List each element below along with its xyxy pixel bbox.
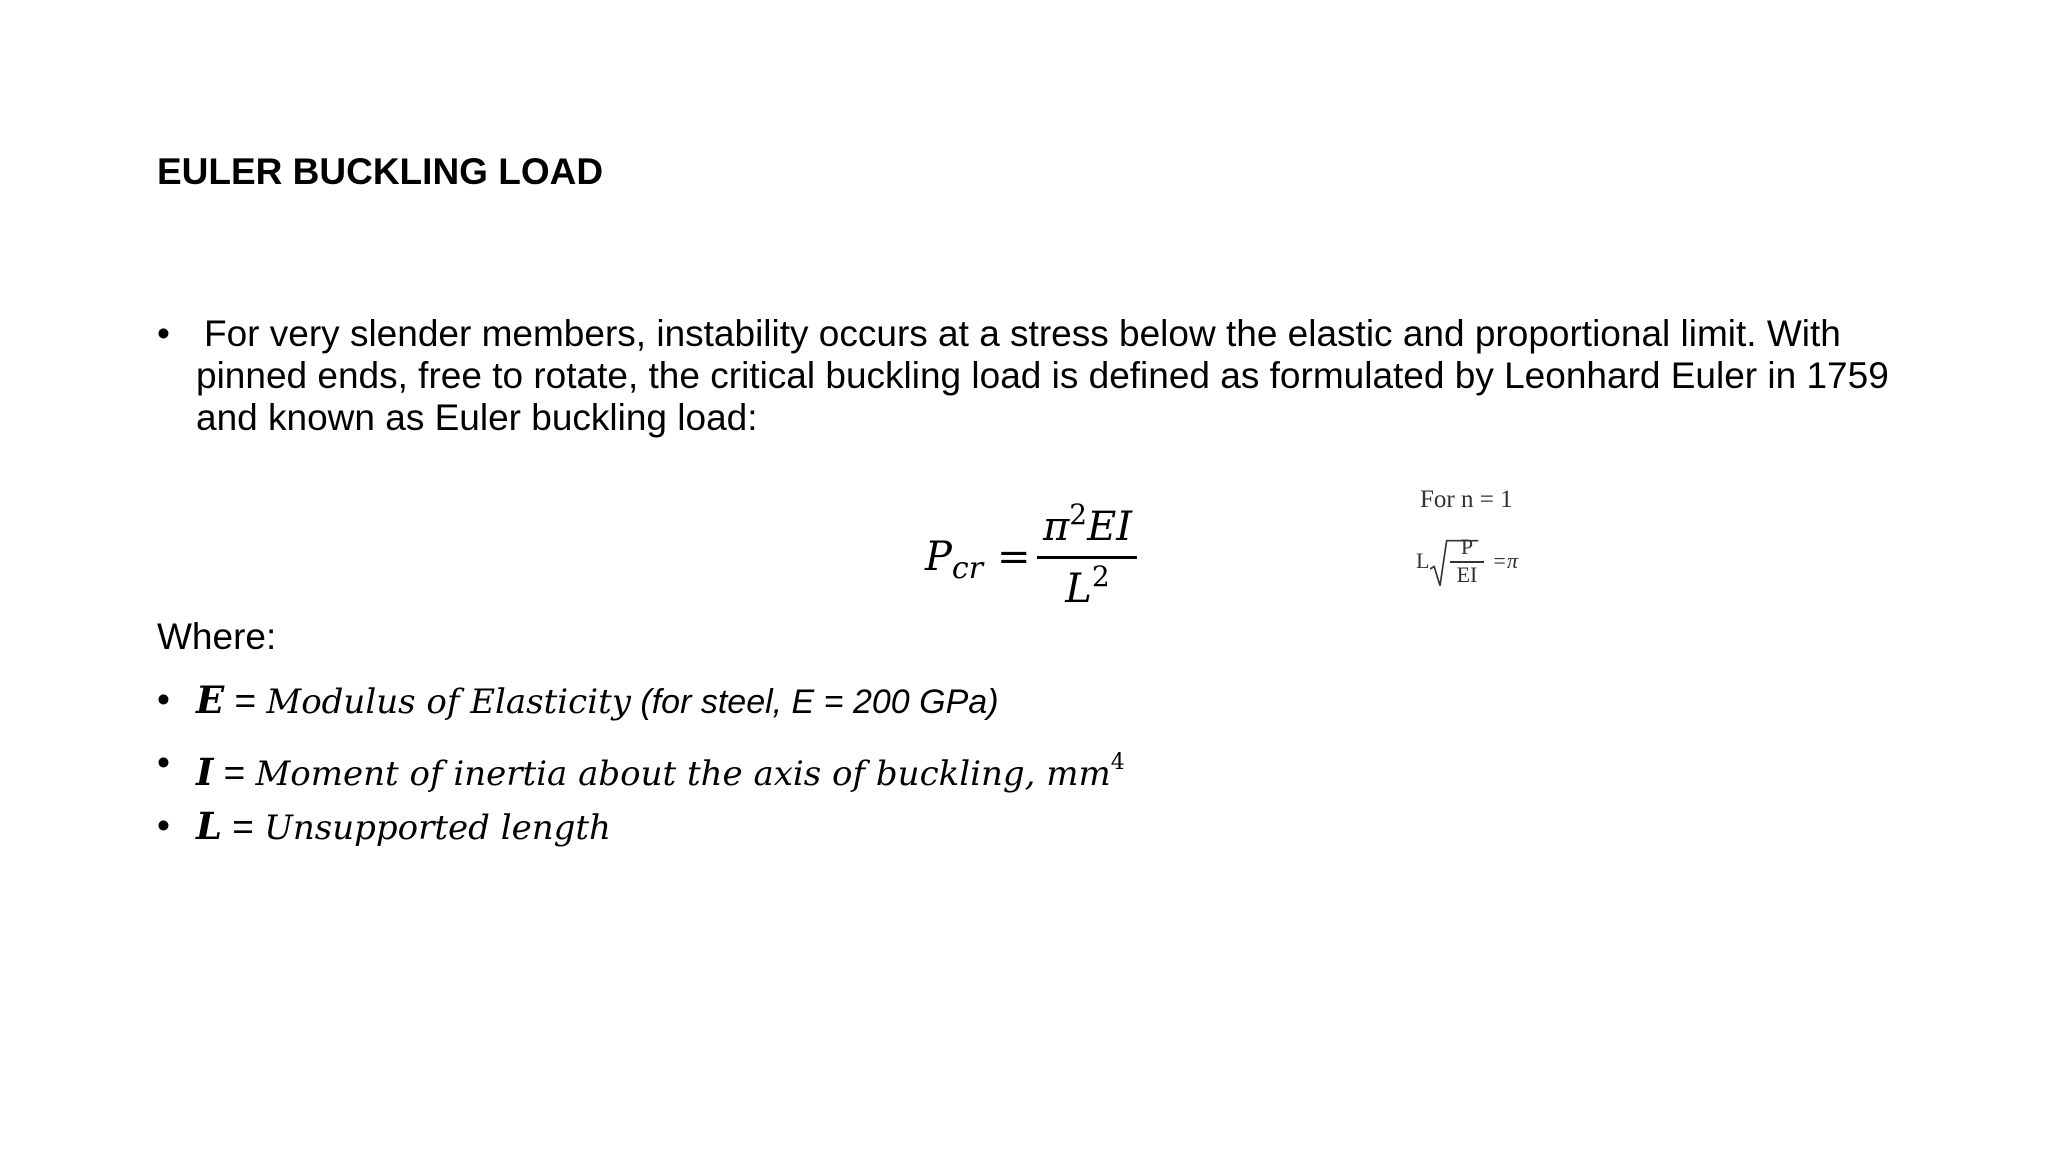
bullet-icon: •	[157, 805, 170, 846]
definition-description-group	[255, 750, 1125, 794]
side-formula-heading: For n = 1	[1420, 486, 1513, 513]
bullet-icon: •	[157, 679, 170, 720]
equation-equals: =	[997, 534, 1031, 580]
definition-body	[196, 678, 999, 724]
equation-numerator	[1035, 498, 1140, 550]
slide-title: EULER BUCKLING LOAD	[157, 151, 604, 192]
definition-superscript: 4	[1110, 750, 1125, 775]
equation-denominator	[1035, 560, 1140, 612]
side-formula-equation	[1416, 534, 1556, 594]
intro-text: For very slender members, instability occurs at a stress below the elastic and proportional limit. With pinned ends, free to rotate, the critical buckling load is defined as formulated by Leonhard Euler in 1759 and known as Euler buckling load:	[196, 313, 1889, 438]
definition-note: (for steel, E = 200 GPa)	[630, 683, 999, 721]
side-radicand-numerator: P	[1460, 534, 1474, 559]
numerator-exponent: 2	[1069, 498, 1088, 531]
equation-lhs-subscript: cr	[951, 551, 984, 586]
definition-description: Unsupported length	[264, 808, 611, 848]
side-formula-rhs: =π	[1492, 548, 1518, 573]
equation-lhs	[925, 534, 983, 586]
side-radicand-denominator: EI	[1456, 562, 1478, 587]
definition-symbol: E	[196, 678, 225, 722]
bullet-icon: •	[157, 313, 170, 354]
equation-lhs-symbol: P	[925, 534, 952, 580]
where-label: Where:	[157, 616, 277, 657]
definition-body	[196, 741, 1125, 796]
intro-paragraph	[157, 313, 1897, 439]
numerator-base: π	[1042, 504, 1070, 550]
denominator-base: L	[1065, 566, 1092, 612]
side-formula-left: L	[1416, 548, 1430, 573]
definition-symbol: L	[196, 804, 223, 848]
definition-equals: =	[222, 806, 265, 847]
definition-description: Moment of inertia about the axis of buckling, mm	[255, 754, 1111, 794]
definition-description: Modulus of Elasticity	[266, 682, 631, 722]
definition-equals: =	[224, 680, 267, 721]
definition-body	[196, 804, 611, 850]
bullet-icon: •	[157, 742, 170, 783]
definition-equals: =	[213, 752, 256, 793]
denominator-exponent: 2	[1091, 560, 1110, 593]
fraction-bar	[1037, 556, 1137, 559]
numerator-rest: EI	[1087, 504, 1133, 550]
side-formula	[1416, 486, 1556, 606]
definition-symbol: I	[196, 750, 214, 794]
